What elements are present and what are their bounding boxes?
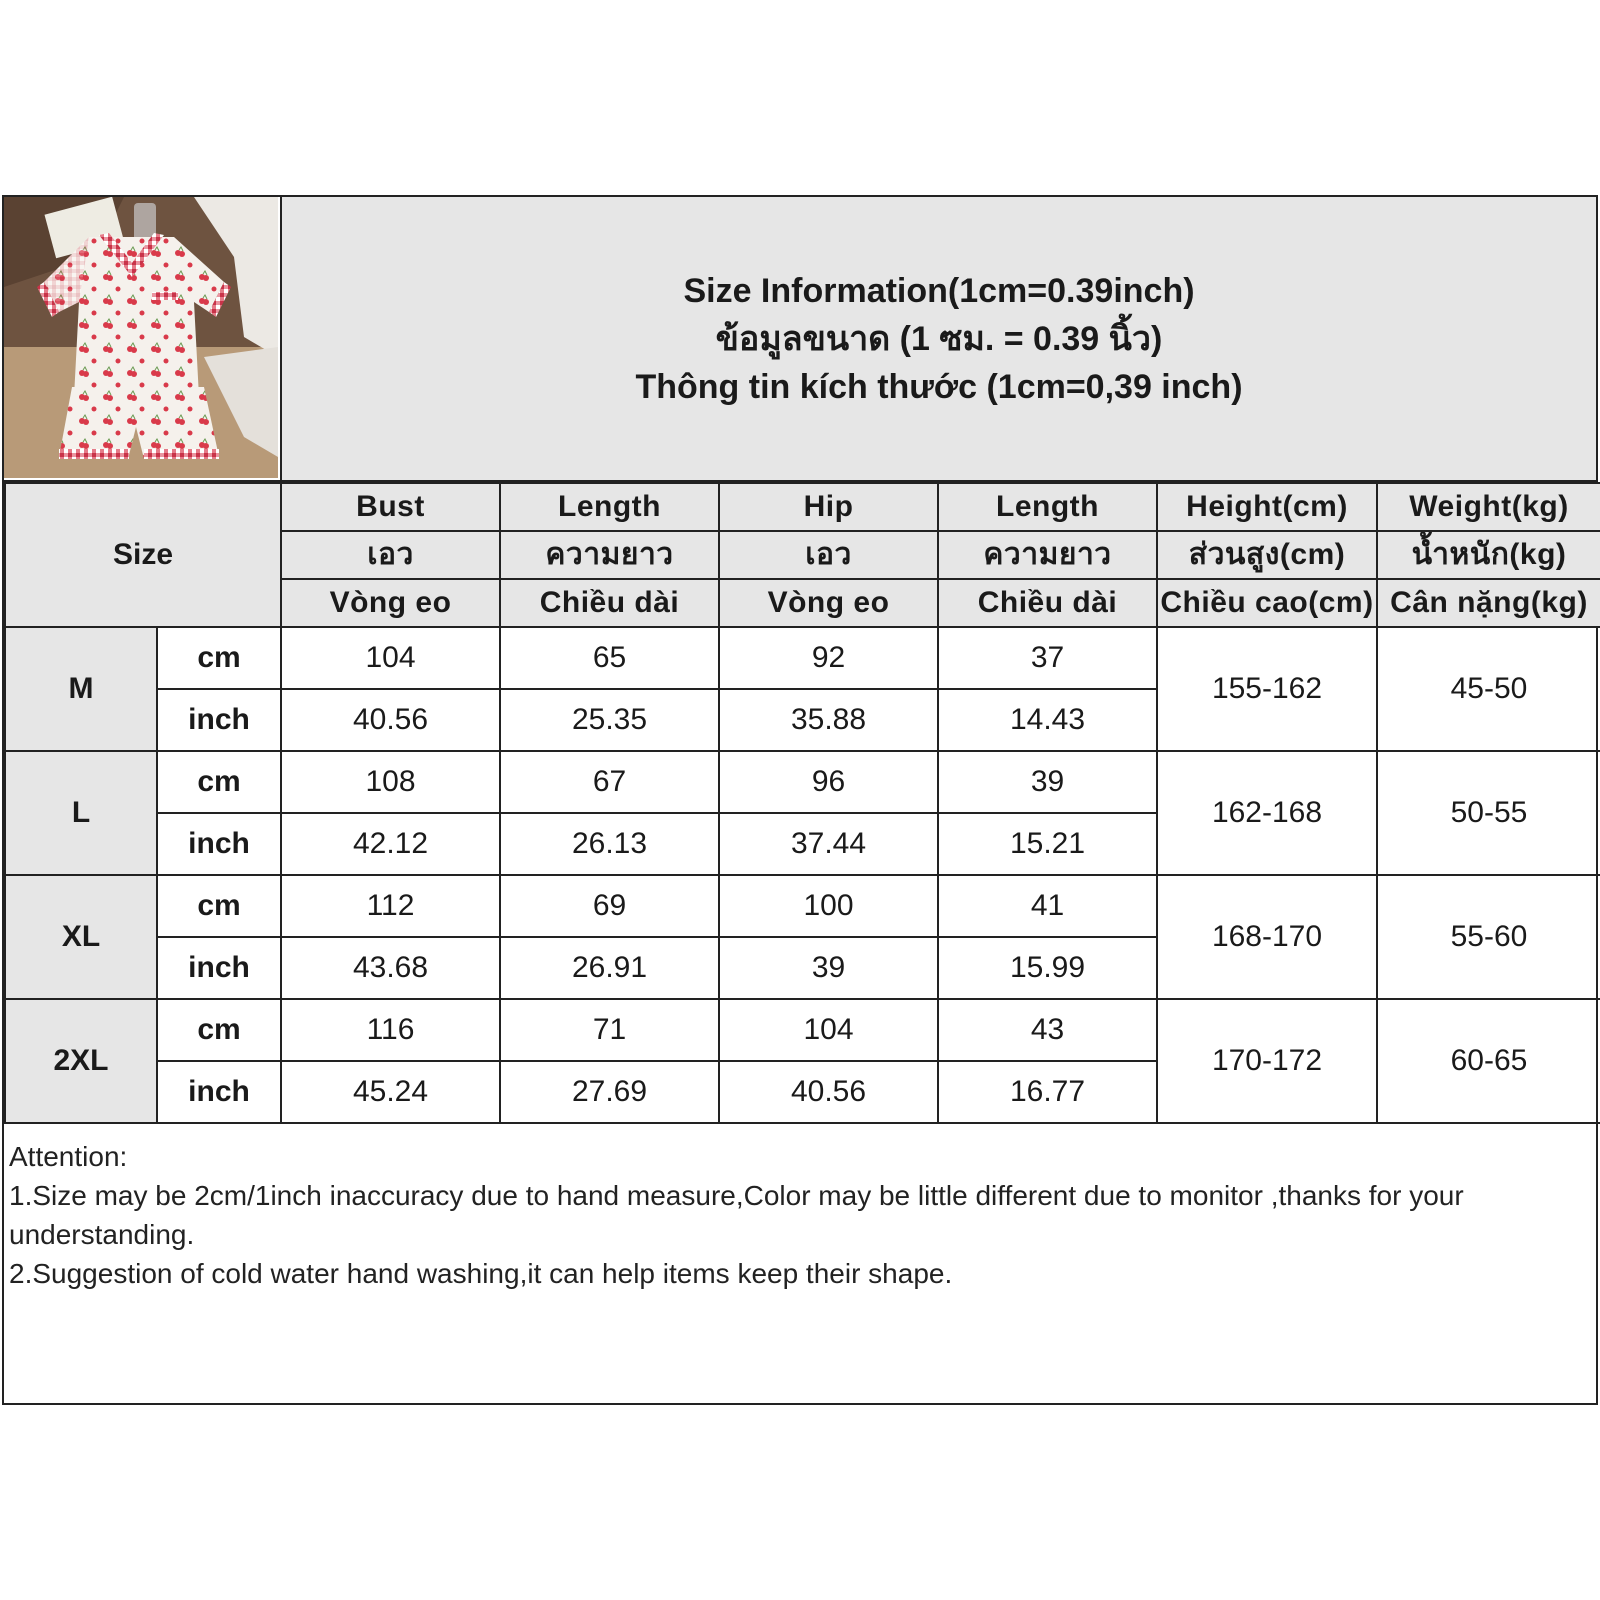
table-row: [5, 875, 1600, 937]
column-header-height: Height(cm): [1157, 483, 1377, 531]
length-inch-cell: 16.77: [938, 1061, 1157, 1123]
header-row-en: [5, 483, 1600, 531]
hip-inch-cell: 37.44: [719, 813, 938, 875]
column-header-hip: Hip: [719, 483, 938, 531]
column-header-length: Length: [938, 483, 1157, 531]
unit-cell: inch: [157, 937, 281, 999]
pajama-set-image: [4, 197, 278, 478]
weight-cell: 55-60: [1377, 875, 1600, 999]
hip-cm-cell: 92: [719, 627, 938, 689]
column-header-length: Length: [500, 483, 719, 531]
hip-cm-cell: 104: [719, 999, 938, 1061]
length-cm-cell: 39: [938, 751, 1157, 813]
column-header-bust-th: เอว: [281, 531, 500, 579]
length-inch-cell: 25.35: [500, 689, 719, 751]
column-header-length-vi: Chiều dài: [938, 579, 1157, 627]
length-cm-cell: 41: [938, 875, 1157, 937]
bust-inch-cell: 42.12: [281, 813, 500, 875]
attention-notes: [9, 1137, 1576, 1293]
size-chart: [2, 195, 1598, 1405]
size-name-cell: 2XL: [5, 999, 157, 1123]
size-table: [4, 482, 1600, 1124]
hip-inch-cell: 40.56: [719, 1061, 938, 1123]
column-header-weight-th: น้ำหนัก(kg): [1377, 531, 1600, 579]
unit-cell: cm: [157, 999, 281, 1061]
column-header-weight: Weight(kg): [1377, 483, 1600, 531]
length-inch-cell: 26.91: [500, 937, 719, 999]
bust-cm-cell: 112: [281, 875, 500, 937]
unit-cell: cm: [157, 627, 281, 689]
column-header-length-vi: Chiều dài: [500, 579, 719, 627]
hip-cm-cell: 96: [719, 751, 938, 813]
product-photo: [4, 197, 282, 482]
hip-inch-cell: 39: [719, 937, 938, 999]
length-cm-cell: 69: [500, 875, 719, 937]
bust-cm-cell: 116: [281, 999, 500, 1061]
hip-cm-cell: 100: [719, 875, 938, 937]
size-name-cell: L: [5, 751, 157, 875]
table-row: [5, 999, 1600, 1061]
bust-inch-cell: 40.56: [281, 689, 500, 751]
length-cm-cell: 37: [938, 627, 1157, 689]
length-inch-cell: 15.21: [938, 813, 1157, 875]
hip-inch-cell: 35.88: [719, 689, 938, 751]
unit-cell: cm: [157, 751, 281, 813]
weight-cell: 45-50: [1377, 627, 1600, 751]
unit-cell: inch: [157, 813, 281, 875]
column-header-length-th: ความยาว: [500, 531, 719, 579]
height-cell: 168-170: [1157, 875, 1377, 999]
size-name-cell: XL: [5, 875, 157, 999]
notes-title: Attention:: [9, 1141, 128, 1172]
header-line-en: Size Information(1cm=0.39inch): [683, 271, 1195, 310]
column-header-height-vi: Chiều cao(cm): [1157, 579, 1377, 627]
column-header-length-th: ความยาว: [938, 531, 1157, 579]
table-row: [5, 627, 1600, 689]
column-header-bust-vi: Vòng eo: [281, 579, 500, 627]
height-cell: 155-162: [1157, 627, 1377, 751]
note-item: 1.Size may be 2cm/1inch inaccuracy due to hand measure,Color may be little different due to monitor ,thanks for your understanding.: [9, 1180, 1464, 1250]
length-cm-cell: 43: [938, 999, 1157, 1061]
bust-inch-cell: 45.24: [281, 1061, 500, 1123]
length-inch-cell: 26.13: [500, 813, 719, 875]
length-cm-cell: 71: [500, 999, 719, 1061]
note-item: 2.Suggestion of cold water hand washing,it can help items keep their shape.: [9, 1258, 953, 1289]
length-inch-cell: 27.69: [500, 1061, 719, 1123]
column-header-height-th: ส่วนสูง(cm): [1157, 531, 1377, 579]
length-inch-cell: 14.43: [938, 689, 1157, 751]
height-cell: 170-172: [1157, 999, 1377, 1123]
size-column-title: Size: [5, 483, 281, 627]
weight-cell: 60-65: [1377, 999, 1600, 1123]
length-cm-cell: 65: [500, 627, 719, 689]
column-header-hip-th: เอว: [719, 531, 938, 579]
bust-inch-cell: 43.68: [281, 937, 500, 999]
table-row: [5, 751, 1600, 813]
bust-cm-cell: 108: [281, 751, 500, 813]
header-line-vi: Thông tin kích thước (1cm=0,39 inch): [635, 367, 1243, 406]
column-header-hip-vi: Vòng eo: [719, 579, 938, 627]
length-cm-cell: 67: [500, 751, 719, 813]
unit-cell: inch: [157, 1061, 281, 1123]
bust-cm-cell: 104: [281, 627, 500, 689]
header-line-th: ข้อมูลขนาด (1 ซม. = 0.39 นิ้ว): [715, 319, 1163, 358]
unit-cell: cm: [157, 875, 281, 937]
column-header-weight-vi: Cân nặng(kg): [1377, 579, 1600, 627]
height-cell: 162-168: [1157, 751, 1377, 875]
column-header-bust: Bust: [281, 483, 500, 531]
weight-cell: 50-55: [1377, 751, 1600, 875]
size-name-cell: M: [5, 627, 157, 751]
length-inch-cell: 15.99: [938, 937, 1157, 999]
size-info-header: [282, 197, 1596, 482]
unit-cell: inch: [157, 689, 281, 751]
